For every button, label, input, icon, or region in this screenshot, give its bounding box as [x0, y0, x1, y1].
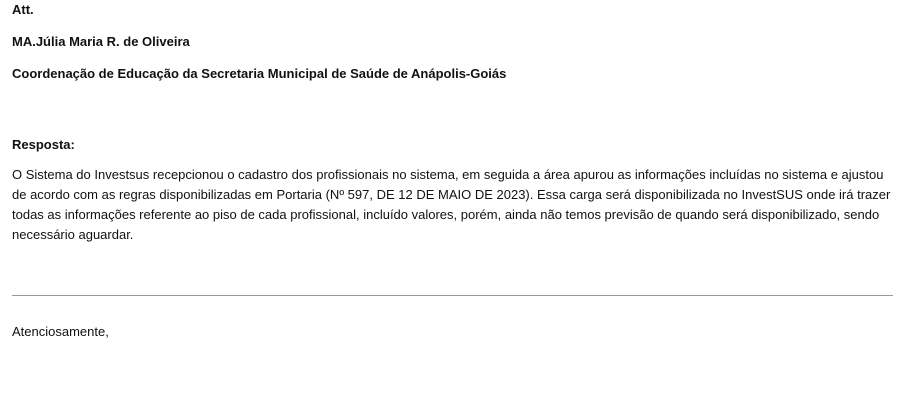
sender-name: MA.Júlia Maria R. de Oliveira — [12, 34, 190, 49]
closing-text: Atenciosamente, — [12, 324, 109, 339]
divider — [12, 295, 893, 296]
response-label: Resposta: — [12, 137, 75, 152]
response-body: O Sistema do Investsus recepcionou o cadastro dos profissionais no sistema, em seguida a área apurou as informações incluídas no sistema e ajustou de acordo com as regras disponibilizadas em Portaria (Nº 597, DE 12 DE MAIO DE 2023). Essa carga será disponibilizada no InvestSUS onde irá trazer todas as informações referente ao piso de cada profissional, incluído valores, porém, ainda não temos previsão de quando será disponibilizado, sendo necessário aguardar. — [12, 167, 891, 242]
att-label: Att. — [12, 2, 34, 17]
sender-organization: Coordenação de Educação da Secretaria Municipal de Saúde de Anápolis-Goiás — [12, 66, 507, 81]
